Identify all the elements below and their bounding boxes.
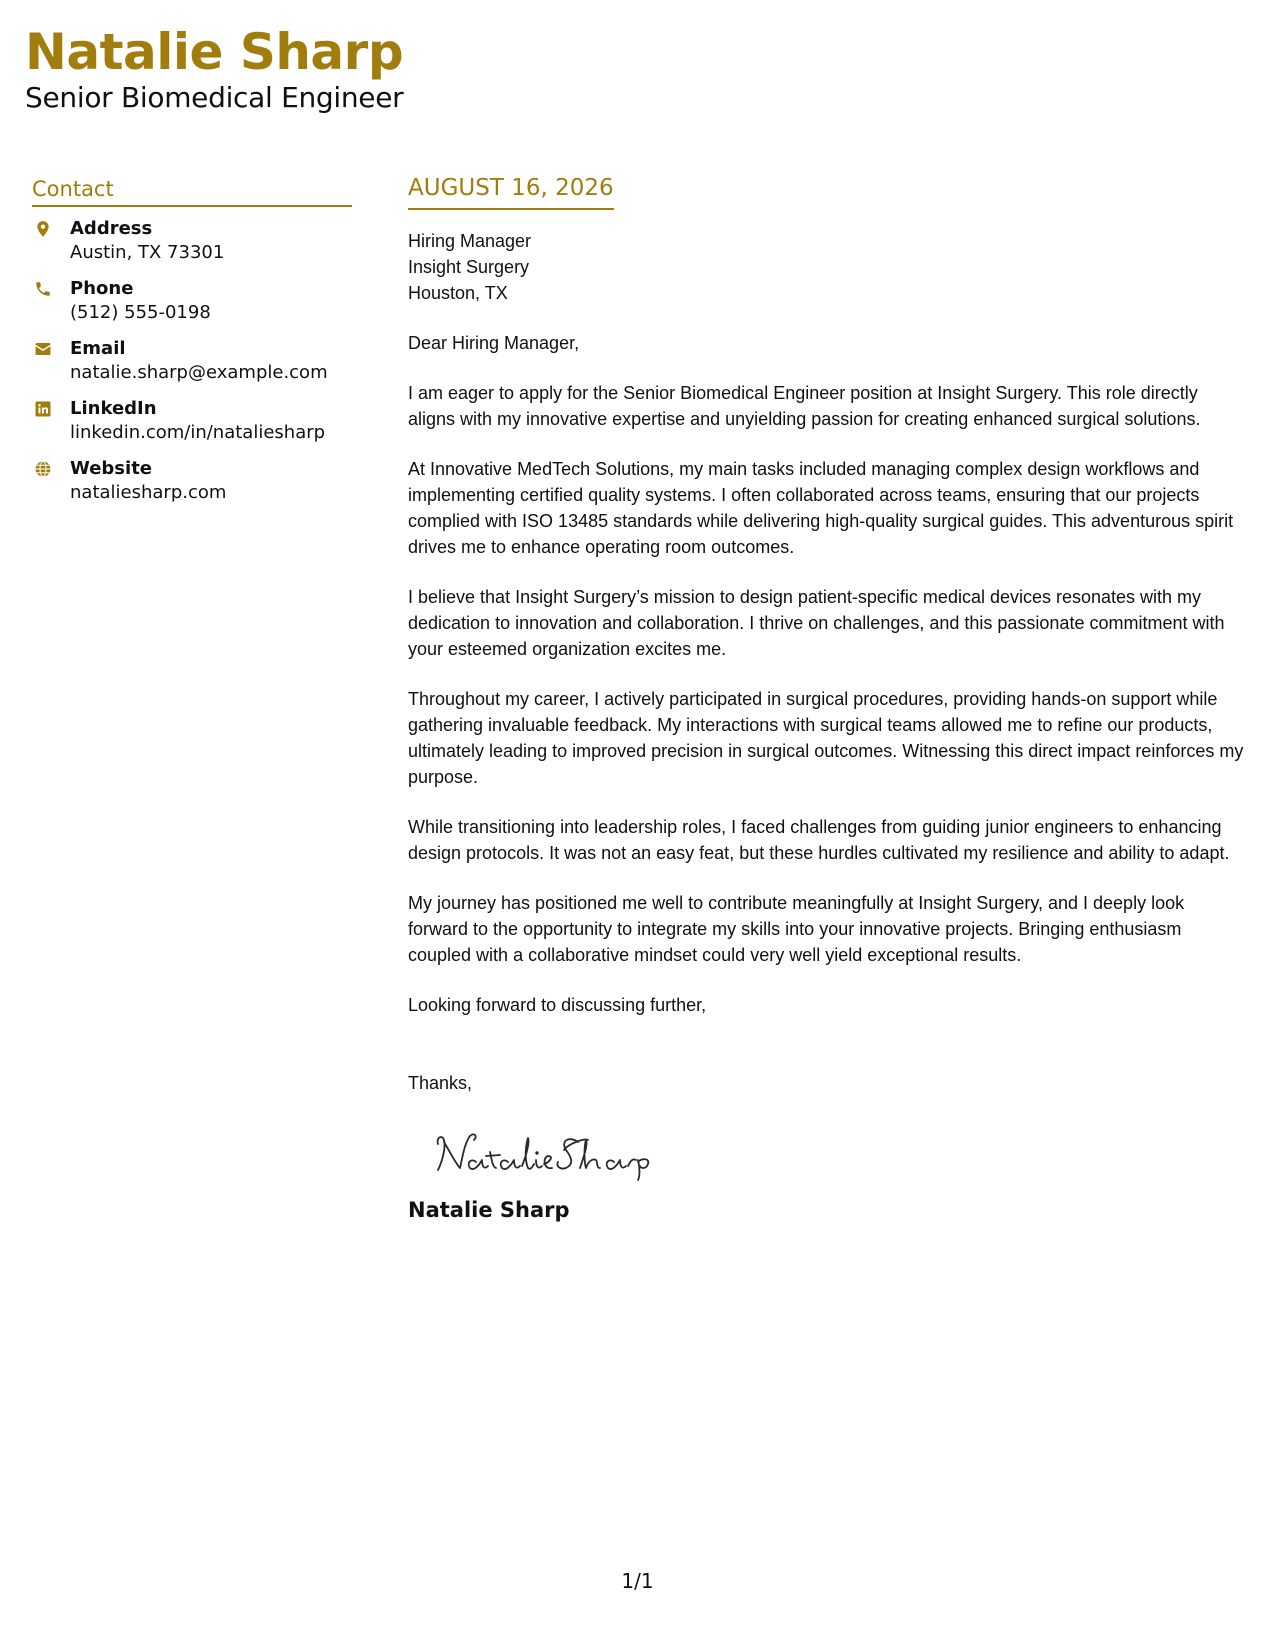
salutation: Dear Hiring Manager, xyxy=(408,333,580,353)
applicant-title: Senior Biomedical Engineer xyxy=(25,81,404,114)
contact-label: Email xyxy=(70,338,126,359)
contact-label: Address xyxy=(70,218,153,239)
contact-item-email xyxy=(32,337,352,397)
contact-label: Phone xyxy=(70,278,134,299)
globe-icon xyxy=(34,460,52,478)
contact-item-phone xyxy=(32,277,352,337)
applicant-name: Natalie Sharp xyxy=(25,23,404,81)
letter-date: AUGUST 16, 2026 xyxy=(408,172,614,210)
letter-paragraph: At Innovative MedTech Solutions, my main tasks included managing complex design workflows and implementing certified quality systems. I often collaborated across teams, ensuring that our projects complied with ISO 13485 standards while delivering high-quality surgical guides. This adventurous spirit drives me to enhance operating room outcomes. xyxy=(408,459,1234,557)
recipient-line: Houston, TX xyxy=(408,283,508,303)
envelope-icon xyxy=(34,340,52,358)
signoff: Thanks, xyxy=(408,1073,473,1093)
letter-paragraph: I am eager to apply for the Senior Biomedical Engineer position at Insight Surgery. This role directly aligns with my innovative expertise and unyielding passion for creating enhanced surgical solutions. xyxy=(408,383,1201,429)
letter-paragraph: While transitioning into leadership roles, I faced challenges from guiding junior engineers to enhancing design protocols. It was not an easy feat, but these hurdles cultivated my resilience and ability to adapt. xyxy=(408,817,1230,863)
contact-heading: Contact xyxy=(32,175,352,207)
contact-label: Website xyxy=(70,458,153,479)
linkedin-icon xyxy=(34,400,52,418)
recipient-line: Hiring Manager xyxy=(408,231,532,251)
contact-label: LinkedIn xyxy=(70,398,157,419)
contact-list xyxy=(32,217,352,517)
recipient-line: Insight Surgery xyxy=(408,257,530,277)
page-number: 1/1 xyxy=(621,1569,654,1593)
contact-item-website xyxy=(32,457,352,517)
phone-icon xyxy=(34,280,52,298)
letter-paragraph: My journey has positioned me well to contribute meaningfully at Insight Surgery, and I deeply look forward to the opportunity to integrate my skills into your innovative projects. Bringing enthusiasm coupled with a collaborative mindset could very well yield exceptional results. xyxy=(408,893,1185,965)
closing-line: Looking forward to discussing further, xyxy=(408,995,707,1015)
letter-paragraph: I believe that Insight Surgery’s mission to design patient-specific medical devices resonates with my dedication to innovation and collaboration. I thrive on challenges, and this passionate commitment with your esteemed organization excites me. xyxy=(408,587,1225,659)
contact-value: (512) 555-0198 xyxy=(70,302,211,323)
contact-item-address xyxy=(32,217,352,277)
contact-sidebar xyxy=(32,175,352,517)
handwritten-signature xyxy=(428,1122,668,1182)
contact-value: linkedin.com/in/nataliesharp xyxy=(70,422,326,443)
letter-paragraph: Throughout my career, I actively participated in surgical procedures, providing hands-on support while gathering invaluable feedback. My interactions with surgical teams allowed me to refine our products, ultimately leading to improved precision in surgical outcomes. Witnessing this direct impact reinforces my purpose. xyxy=(408,689,1244,787)
contact-item-linkedin xyxy=(32,397,352,457)
contact-value: Austin, TX 73301 xyxy=(70,242,225,263)
letter-body xyxy=(408,172,1248,1224)
recipient-block xyxy=(408,228,1248,306)
contact-value: nataliesharp.com xyxy=(70,482,227,503)
contact-value: natalie.sharp@example.com xyxy=(70,362,328,383)
map-pin-icon xyxy=(34,220,52,238)
signer-name: Natalie Sharp xyxy=(408,1198,570,1222)
